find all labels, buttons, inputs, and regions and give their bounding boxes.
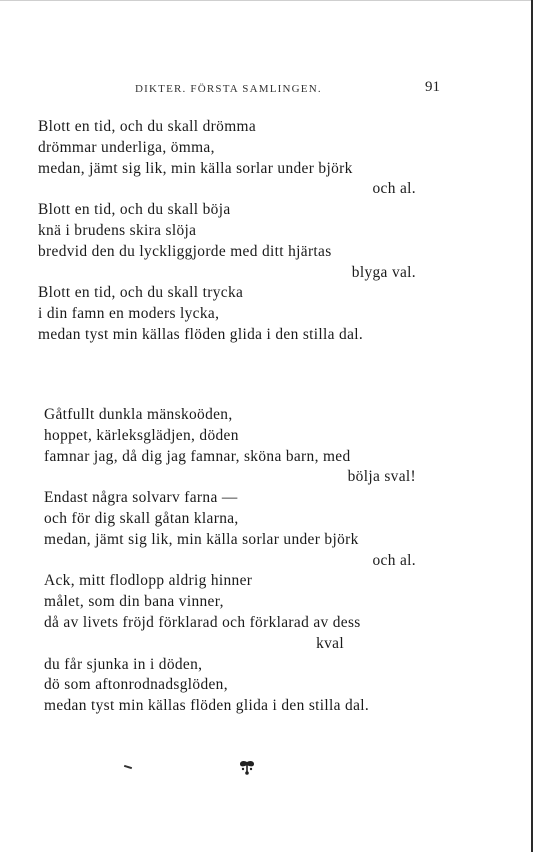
- verse-line: Endast några solvarv farna —: [44, 489, 238, 507]
- poem-section-2: [44, 405, 454, 717]
- verse-line: Blott en tid, och du skall böja: [38, 201, 231, 219]
- page-top-rule: [0, 0, 533, 1]
- poem-section-1: [38, 117, 448, 346]
- page-edge-rule: [531, 0, 533, 852]
- verse-line: Blott en tid, och du skall trycka: [38, 284, 244, 302]
- ink-mark: [124, 765, 132, 769]
- verse-line: famnar jag, då dig jag famnar, sköna barn, med: [44, 447, 351, 465]
- verse-line-continuation: och al.: [372, 180, 416, 198]
- verse-line: knä i brudens skira slöja: [38, 221, 197, 239]
- verse-line: medan, jämt sig lik, min källa sorlar under björk: [38, 159, 353, 177]
- verse-line: bredvid den du lyckliggjorde med ditt hjärtas: [38, 242, 332, 260]
- fleuron-icon: [238, 760, 256, 776]
- running-header: [38, 79, 440, 99]
- verse-line: i din famn en moders lycka,: [38, 305, 220, 323]
- running-title: DIKTER. FÖRSTA SAMLINGEN.: [135, 83, 322, 95]
- verse-line: Ack, mitt flodlopp aldrig hinner: [44, 572, 253, 590]
- verse-line-continuation: kval: [316, 634, 344, 652]
- verse-line: medan tyst min källas flöden glida i den stilla dal.: [44, 697, 370, 715]
- verse-line: målet, som din bana vinner,: [44, 593, 224, 611]
- verse-line-continuation: blyga val.: [351, 263, 416, 281]
- verse-line: medan, jämt sig lik, min källa sorlar under björk: [44, 530, 359, 548]
- verse-line: Blott en tid, och du skall drömma: [38, 118, 257, 135]
- verse-line: och för dig skall gåtan klarna,: [44, 509, 239, 527]
- verse-line: medan tyst min källas flöden glida i den stilla dal.: [38, 325, 364, 343]
- verse-line: då av livets fröjd förklarad och förklarad av dess: [44, 613, 361, 631]
- verse-line: du får sjunka in i döden,: [44, 655, 203, 673]
- verse-line: hoppet, kärleksglädjen, döden: [44, 426, 239, 444]
- verse-line: dö som aftonrodnadsglöden,: [44, 676, 228, 694]
- verse-line-continuation: bölja sval!: [347, 468, 416, 486]
- page-number: 91: [425, 79, 440, 95]
- verse-line: Gåtfullt dunkla mänskoöden,: [44, 406, 233, 423]
- verse-line: drömmar underliga, ömma,: [38, 138, 215, 156]
- verse-line-continuation: och al.: [372, 551, 416, 569]
